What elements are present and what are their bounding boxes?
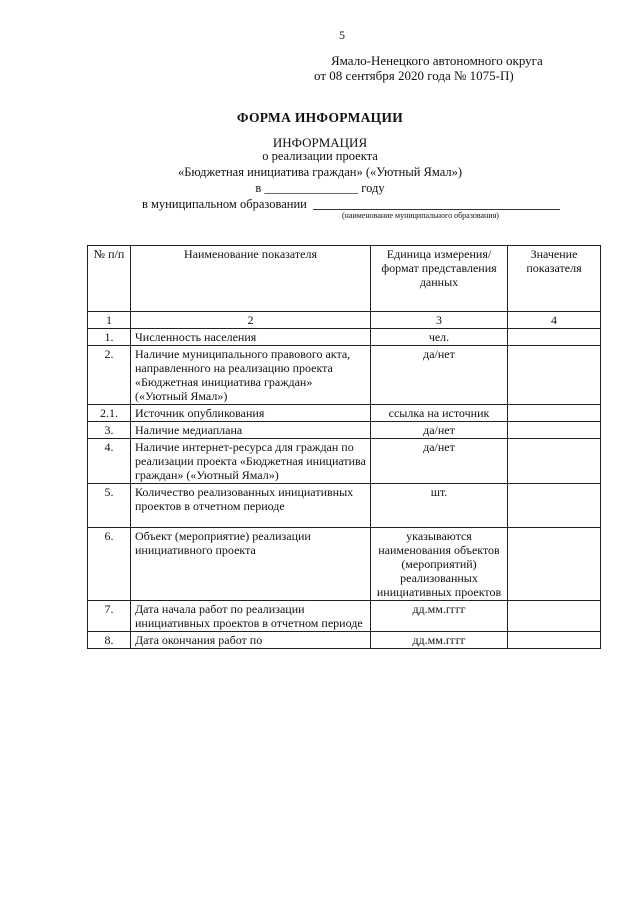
- col-number: 3: [371, 312, 508, 329]
- row-value[interactable]: [508, 632, 601, 649]
- table-row: [88, 528, 601, 601]
- header-num: № п/п: [88, 246, 131, 312]
- row-unit: да/нет: [371, 439, 508, 484]
- header-unit: Единица измерения/формат представления данных: [371, 246, 508, 312]
- header-value: Значение показателя: [508, 246, 601, 312]
- col-number: 4: [508, 312, 601, 329]
- doc-subtitle: о реализации проекта: [262, 149, 378, 163]
- row-unit: да/нет: [371, 422, 508, 439]
- row-num: 5.: [88, 484, 131, 528]
- municipality-hint: (наименование муниципального образования): [342, 211, 499, 220]
- row-unit: дд.мм.гггг: [371, 601, 508, 632]
- doc-title: ИНФОРМАЦИЯ: [272, 135, 368, 150]
- col-number: 2: [131, 312, 371, 329]
- row-num: 1.: [88, 329, 131, 346]
- row-value[interactable]: [508, 439, 601, 484]
- table-header-row: [88, 246, 601, 312]
- row-num: 7.: [88, 601, 131, 632]
- row-name: Источник опубликования: [131, 405, 371, 422]
- info-table: [87, 245, 601, 649]
- municipality-blank-line: [313, 209, 560, 210]
- table-row: [88, 601, 601, 632]
- table-row: [88, 439, 601, 484]
- row-unit: дд.мм.гггг: [371, 632, 508, 649]
- form-title: ФОРМА ИНФОРМАЦИИ: [236, 110, 404, 125]
- col-number: 1: [88, 312, 131, 329]
- table-row: [88, 346, 601, 405]
- row-name: Наличие муниципального правового акта, направленного на реализацию проекта «Бюджетная инициатива граждан» («Уютный Ямал»): [131, 346, 371, 405]
- table-row: [88, 329, 601, 346]
- row-value[interactable]: [508, 601, 601, 632]
- row-name: Дата окончания работ по: [131, 632, 371, 649]
- column-number-row: [88, 312, 601, 329]
- header-line-1: Ямало-Ненецкого автономного округа: [331, 53, 543, 68]
- row-value[interactable]: [508, 329, 601, 346]
- row-unit: шт.: [371, 484, 508, 528]
- row-value[interactable]: [508, 484, 601, 528]
- table-row: [88, 484, 601, 528]
- row-value[interactable]: [508, 405, 601, 422]
- row-num: 6.: [88, 528, 131, 601]
- row-name: Дата начала работ по реализации инициативных проектов в отчетном периоде: [131, 601, 371, 632]
- row-value[interactable]: [508, 528, 601, 601]
- header-name: Наименование показателя: [131, 246, 371, 312]
- header-line-2: от 08 сентября 2020 года № 1075-П): [314, 68, 514, 83]
- page-number: 5: [339, 28, 345, 42]
- row-unit: указываются наименования объектов (мероприятий) реализованных инициативных проектов: [371, 528, 508, 601]
- row-name: Объект (мероприятие) реализации инициативного проекта: [131, 528, 371, 601]
- row-value[interactable]: [508, 422, 601, 439]
- table-row: [88, 632, 601, 649]
- municipality-label: в муниципальном образовании: [142, 197, 307, 211]
- row-value[interactable]: [508, 346, 601, 405]
- row-unit: да/нет: [371, 346, 508, 405]
- row-num: 2.: [88, 346, 131, 405]
- table-row: [88, 405, 601, 422]
- row-name: Наличие медиаплана: [131, 422, 371, 439]
- year-line: в _______________ году: [255, 181, 385, 195]
- row-unit: чел.: [371, 329, 508, 346]
- row-name: Численность населения: [131, 329, 371, 346]
- row-name: Количество реализованных инициативных проектов в отчетном периоде: [131, 484, 371, 528]
- row-num: 4.: [88, 439, 131, 484]
- project-name: «Бюджетная инициатива граждан» («Уютный Ямал»): [177, 165, 463, 179]
- row-num: 2.1.: [88, 405, 131, 422]
- row-name: Наличие интернет-ресурса для граждан по реализации проекта «Бюджетная инициатива граждан» («Уютный Ямал»): [131, 439, 371, 484]
- row-unit: ссылка на источник: [371, 405, 508, 422]
- row-num: 8.: [88, 632, 131, 649]
- row-num: 3.: [88, 422, 131, 439]
- table-row: [88, 422, 601, 439]
